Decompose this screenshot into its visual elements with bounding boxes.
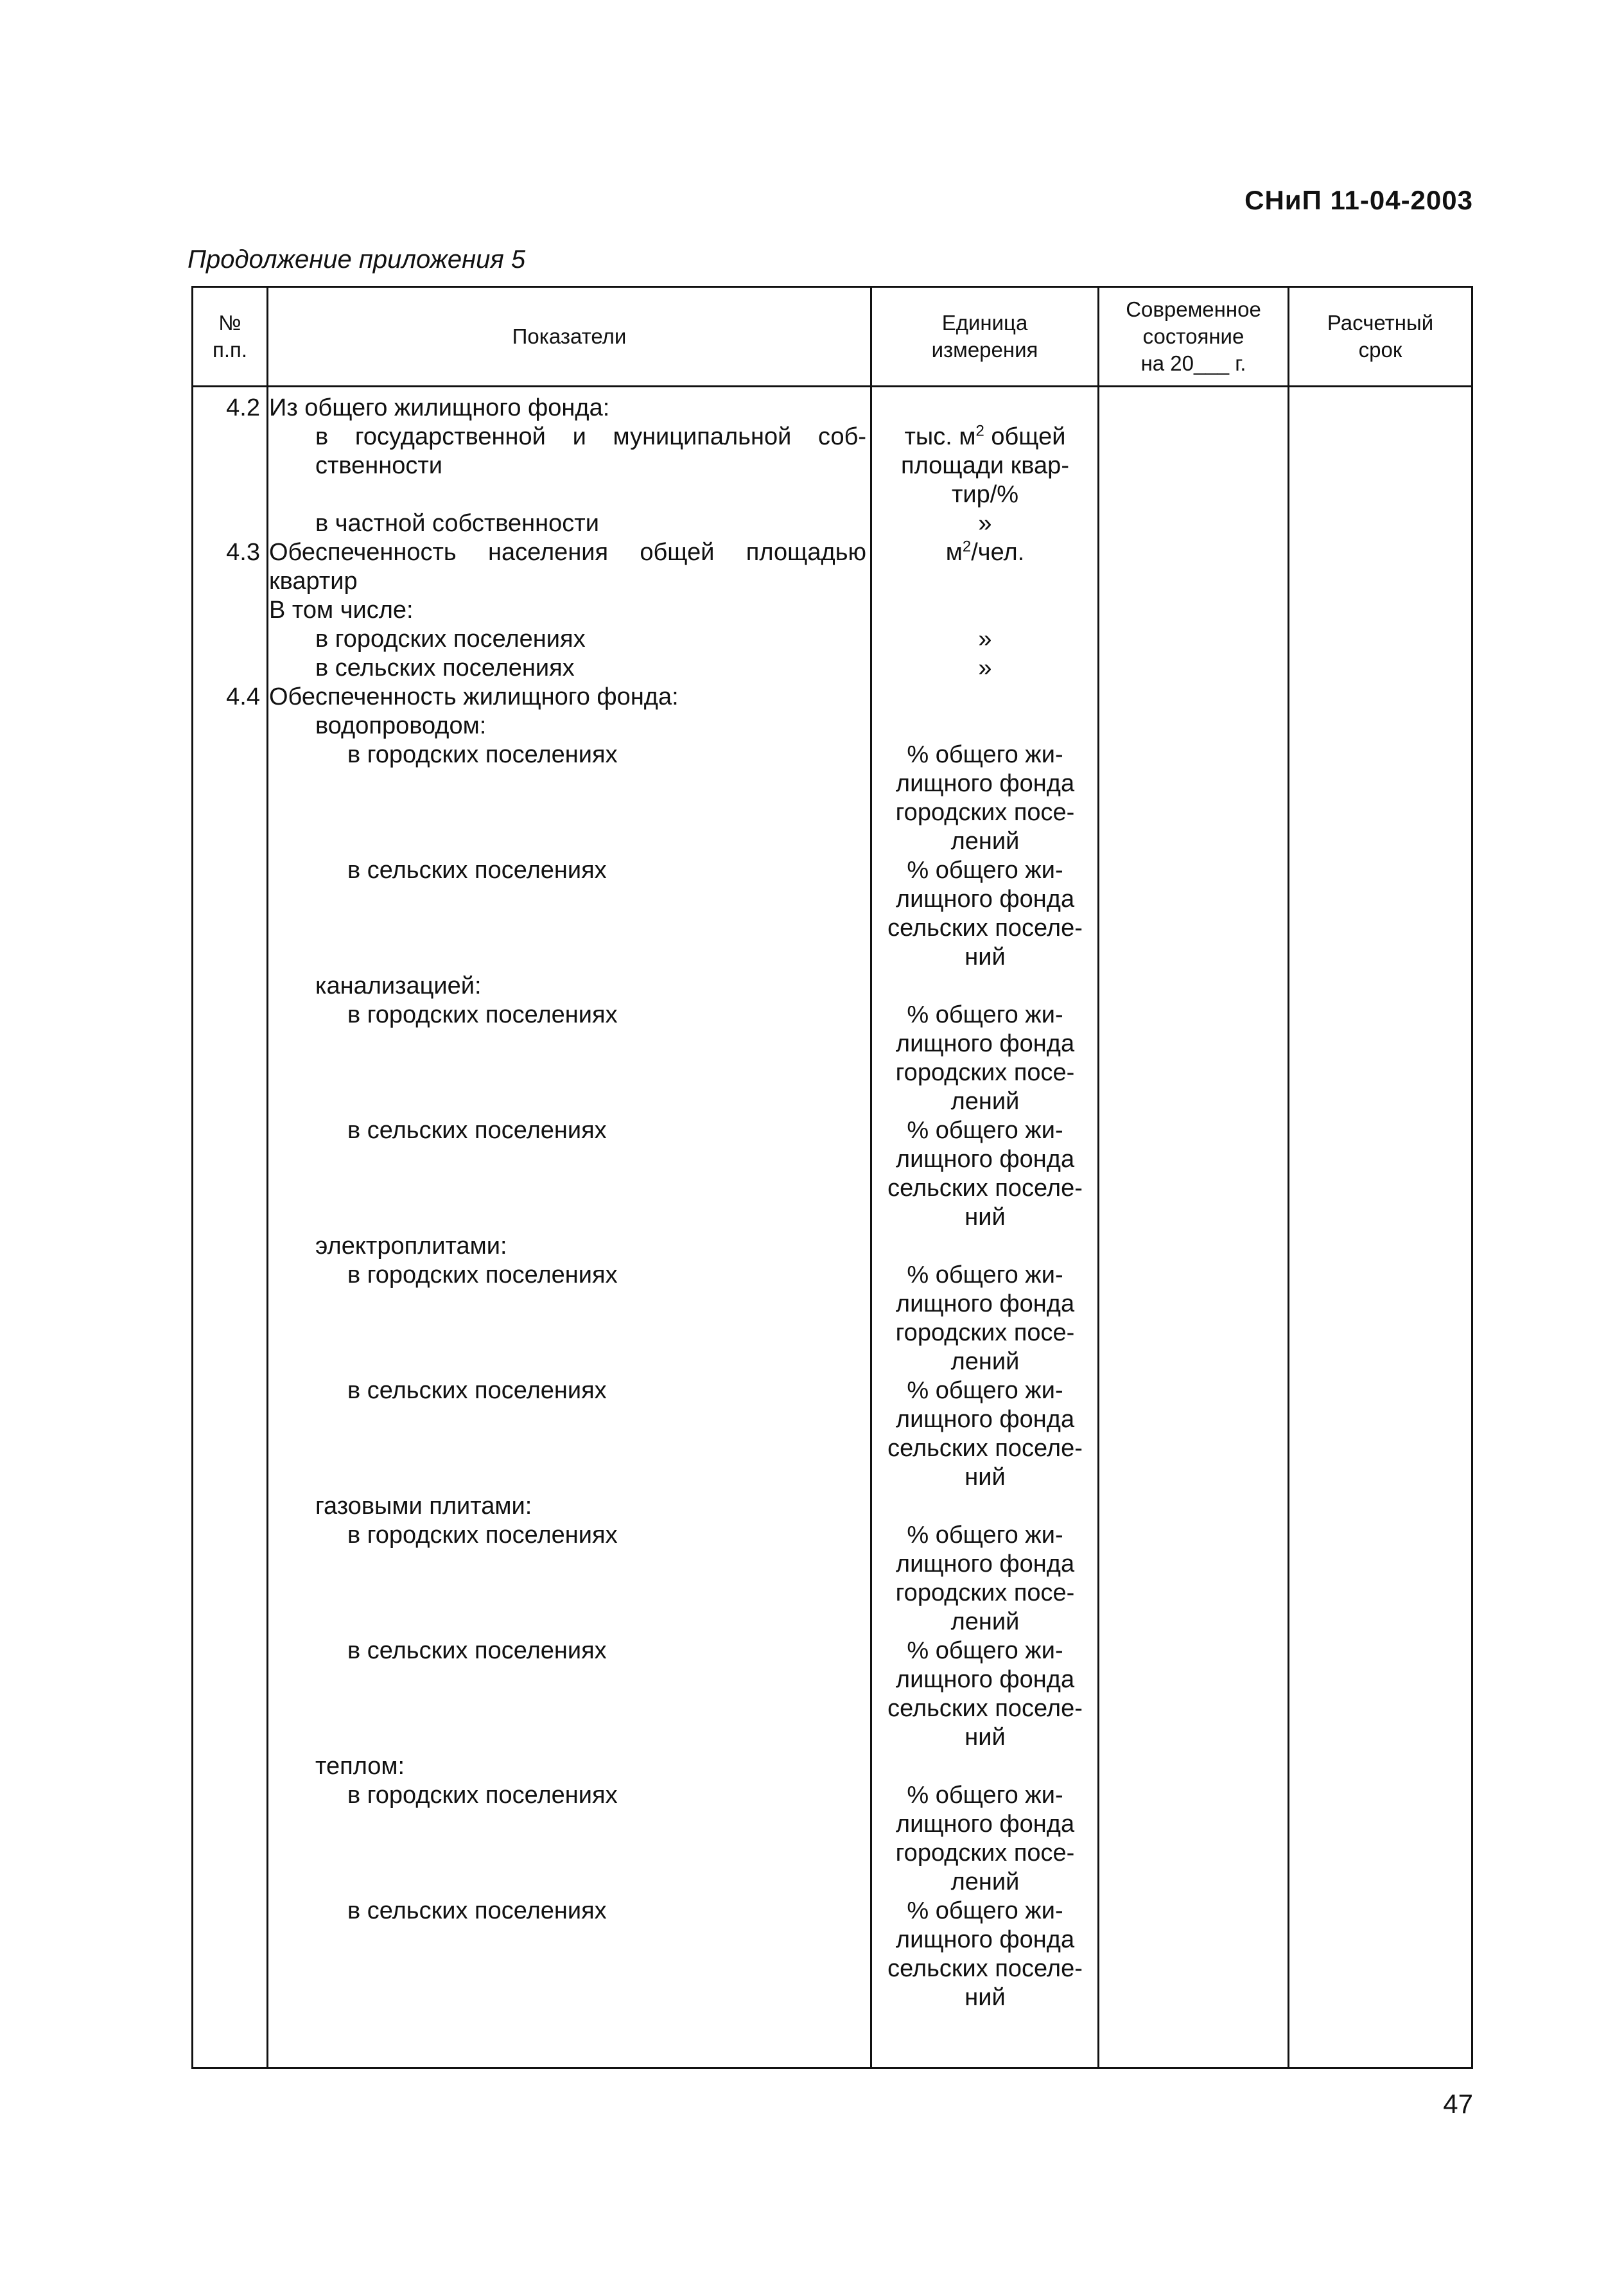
row-unit: лений (950, 828, 1020, 855)
row-unit: % общего жи- (907, 1117, 1063, 1144)
header-number (193, 288, 266, 385)
table-row (193, 1926, 1471, 1954)
header-line: Единица (941, 311, 1028, 335)
table-row (193, 1579, 1471, 1608)
header-line: состояние (1142, 324, 1244, 348)
table-row (193, 1983, 1471, 2012)
table-row (193, 1723, 1471, 1752)
continuation-note: Продолжение приложения 5 (188, 245, 526, 274)
table-row (193, 1058, 1471, 1087)
row-unit: лищного фонда (895, 1406, 1075, 1433)
table-row (193, 1897, 1471, 1926)
row-indicator: Из общего жилищного фонда: (269, 394, 610, 421)
row-indicator: электроплитами: (315, 1233, 507, 1260)
table-row (193, 1781, 1471, 1810)
table-row (193, 712, 1471, 741)
row-unit: ний (965, 1204, 1006, 1231)
table-row (193, 972, 1471, 1001)
header-line: Современное (1126, 297, 1261, 321)
row-unit: » (978, 510, 992, 537)
table-row (193, 596, 1471, 625)
table-row (193, 1665, 1471, 1694)
table-row (193, 1492, 1471, 1521)
row-unit: ний (965, 1464, 1006, 1491)
row-unit: лищного фонда (895, 1550, 1075, 1577)
table-row (193, 1434, 1471, 1463)
row-indicator: водопроводом: (315, 712, 487, 739)
row-unit: » (978, 654, 992, 681)
header-indicators (268, 288, 870, 385)
row-unit: лищного фонда (895, 1290, 1075, 1317)
row-unit: лищного фонда (895, 1666, 1075, 1693)
row-unit: ний (965, 944, 1006, 971)
table-row (193, 423, 1471, 452)
row-indicator: Обеспеченность жилищного фонда: (269, 683, 679, 710)
table-row (193, 769, 1471, 798)
table-row (193, 1030, 1471, 1058)
table-body (193, 387, 1471, 2067)
row-unit: тыс. $м^2$ общей (904, 422, 1066, 450)
row-indicator: в сельских поселениях (347, 1637, 607, 1664)
table-row (193, 1319, 1471, 1348)
document-code: СНиП 11-04-2003 (1244, 185, 1473, 215)
row-unit: тир/% (951, 481, 1019, 508)
row-unit: ний (965, 1724, 1006, 1751)
table-row (193, 827, 1471, 856)
row-indicator: в сельских поселениях (347, 1377, 607, 1404)
row-indicator: в городских поселениях (347, 1001, 618, 1028)
row-indicator: Обеспеченность населения общей площадью (269, 539, 866, 566)
table-row (193, 567, 1471, 596)
row-indicator: теплом: (315, 1753, 405, 1780)
table-row (193, 1001, 1471, 1030)
table-row (193, 798, 1471, 827)
row-unit: % общего жи- (907, 1897, 1063, 1924)
table-row (193, 1810, 1471, 1839)
row-unit: % общего жи- (907, 1377, 1063, 1404)
row-unit: лищного фонда (895, 770, 1075, 797)
table-row (193, 1116, 1471, 1145)
header-line: п.п. (212, 338, 248, 362)
row-unit: % общего жи- (907, 857, 1063, 884)
table-row (193, 452, 1471, 480)
row-unit: $м^2$/чел. (945, 538, 1025, 566)
header-target (1289, 288, 1471, 385)
table-row (193, 741, 1471, 769)
row-indicator: в городских поселениях (347, 1782, 618, 1809)
table-row (193, 1376, 1471, 1405)
row-unit: лищного фонда (895, 1926, 1075, 1953)
table-row (193, 1087, 1471, 1116)
table-row (193, 1954, 1471, 1983)
row-unit: лений (950, 1348, 1020, 1375)
row-unit: % общего жи- (907, 1637, 1063, 1664)
table-row (193, 1752, 1471, 1781)
header-line: срок (1358, 338, 1402, 362)
table-row (193, 1232, 1471, 1261)
row-unit: % общего жи- (907, 1261, 1063, 1288)
row-unit: лищного фонда (895, 1030, 1075, 1057)
header-line: Показатели (512, 324, 627, 348)
table-row (193, 1550, 1471, 1579)
row-indicator: В том числе: (269, 597, 414, 624)
table-row (193, 1694, 1471, 1723)
table-row (193, 1145, 1471, 1174)
table-row (193, 1463, 1471, 1492)
row-unit: сельских поселе- (887, 1955, 1083, 1982)
table-row (193, 1348, 1471, 1376)
row-unit: городских посе- (895, 799, 1075, 826)
table-row (193, 1868, 1471, 1897)
row-indicator: в сельских поселениях (347, 1117, 607, 1144)
row-indicator: в городских поселениях (347, 741, 618, 768)
row-unit: сельских поселе- (887, 1435, 1083, 1462)
row-unit: ний (965, 1984, 1006, 2011)
row-indicator: канализацией: (315, 972, 482, 999)
row-indicator: ственности (315, 452, 443, 479)
header-line: измерения (931, 338, 1038, 362)
row-unit: сельских поселе- (887, 1695, 1083, 1722)
row-unit: лищного фонда (895, 1146, 1075, 1173)
row-unit: городских посе- (895, 1579, 1075, 1606)
table-row (193, 683, 1471, 712)
table-row (193, 1203, 1471, 1232)
table-row (193, 914, 1471, 943)
table-row (193, 1637, 1471, 1665)
header-line: № (218, 311, 241, 335)
row-unit: сельских поселе- (887, 1175, 1083, 1202)
table-row (193, 538, 1471, 567)
row-number: 4.4 (226, 683, 260, 710)
table-row (193, 1261, 1471, 1290)
table-row (193, 1405, 1471, 1434)
table-row (193, 509, 1471, 538)
table-row (193, 885, 1471, 914)
table-row (193, 394, 1471, 423)
row-unit: » (978, 626, 992, 653)
row-indicator: газовыми плитами: (315, 1493, 532, 1520)
row-indicator: в государственной и муниципальной соб- (315, 423, 866, 450)
table-row (193, 1290, 1471, 1319)
table-row (193, 943, 1471, 972)
table-row (193, 625, 1471, 654)
row-unit: % общего жи- (907, 1782, 1063, 1809)
row-indicator: в городских поселениях (347, 1261, 618, 1288)
row-unit: лищного фонда (895, 886, 1075, 913)
table-row (193, 480, 1471, 509)
row-unit: % общего жи- (907, 741, 1063, 768)
header-line: Расчетный (1327, 311, 1434, 335)
row-unit: лений (950, 1608, 1020, 1635)
page-number: 47 (1443, 2089, 1473, 2119)
indicators-table (191, 286, 1473, 2069)
row-unit: лищного фонда (895, 1811, 1075, 1838)
row-indicator: в сельских поселениях (347, 1897, 607, 1924)
row-unit: городских посе- (895, 1059, 1075, 1086)
table-row (193, 856, 1471, 885)
table-row (193, 1174, 1471, 1203)
row-indicator: в сельских поселениях (347, 857, 607, 884)
row-unit: % общего жи- (907, 1001, 1063, 1028)
row-indicator: в городских поселениях (315, 626, 586, 653)
row-unit: городских посе- (895, 1319, 1075, 1346)
header-current-state (1099, 288, 1288, 385)
row-unit: % общего жи- (907, 1522, 1063, 1549)
row-number: 4.3 (226, 539, 260, 566)
row-unit: лений (950, 1868, 1020, 1895)
table-row (193, 1839, 1471, 1868)
table-row (193, 1608, 1471, 1637)
table-row (193, 1521, 1471, 1550)
header-line: на 20___ г. (1140, 351, 1246, 375)
header-unit (872, 288, 1097, 385)
row-indicator: квартир (269, 568, 358, 595)
row-unit: площади квар- (901, 452, 1069, 479)
row-number: 4.2 (226, 394, 260, 421)
row-indicator: в городских поселениях (347, 1522, 618, 1549)
table-row (193, 654, 1471, 683)
row-unit: городских посе- (895, 1840, 1075, 1867)
row-indicator: в сельских поселениях (315, 654, 575, 681)
row-indicator: в частной собственности (315, 510, 599, 537)
row-unit: лений (950, 1088, 1020, 1115)
row-unit: сельских поселе- (887, 915, 1083, 942)
